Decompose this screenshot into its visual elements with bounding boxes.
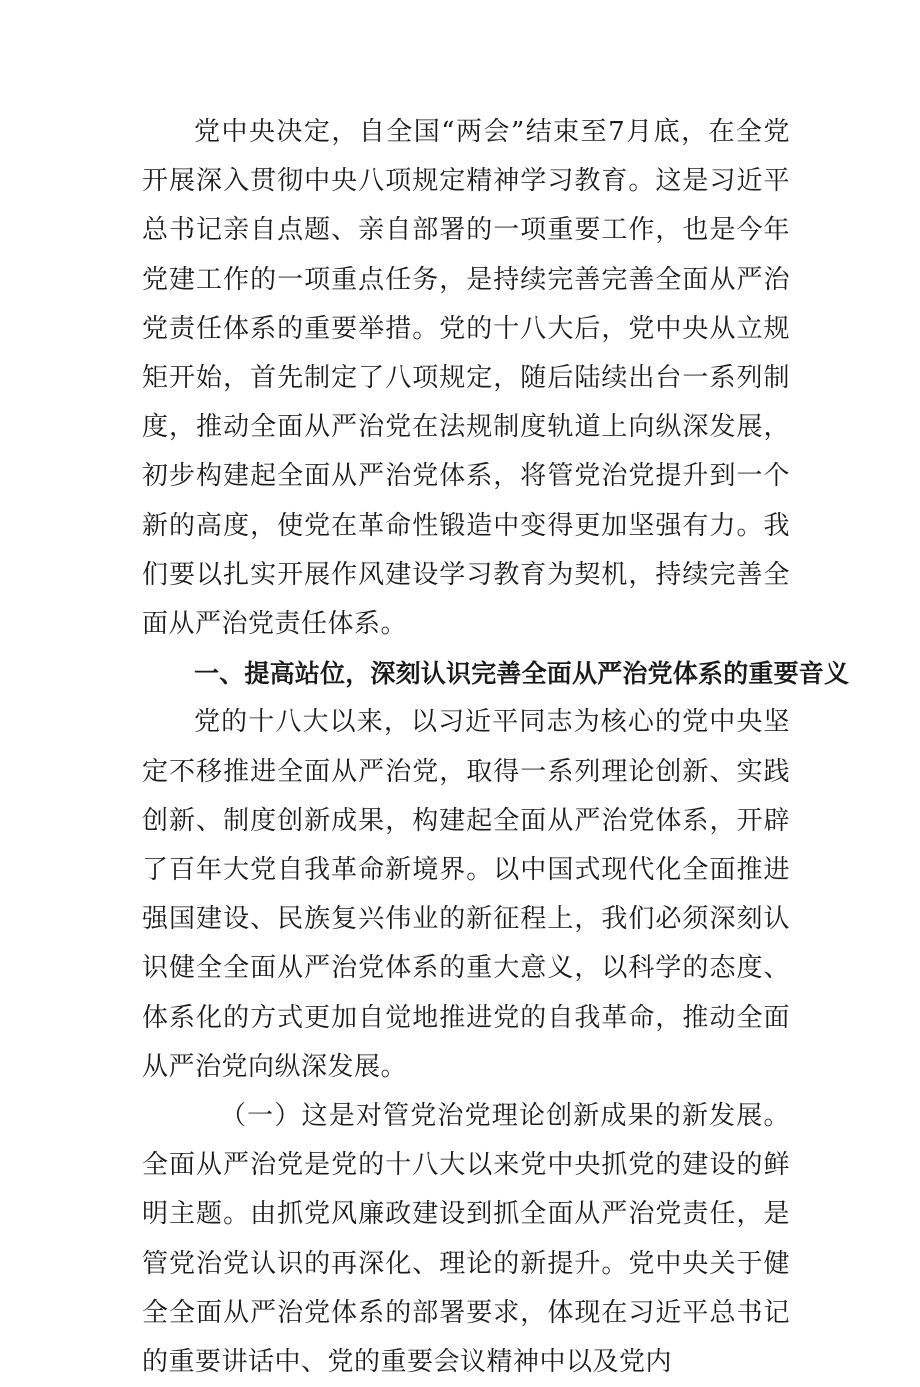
intro-paragraph: 党中央决定，自全国“两会”结束至7月底，在全党开展深入贯彻中央八项规定精神学习教育。这是习近平总书记亲自点题、亲自部署的一项重要工作，也是今年党建工作的一项重点任务，是持续完善完善全面从严治党责任体系的重要举措。党的十八大后，党中央从立规矩开始，首先制定了八项规定，随后陆续出台一系列制度，推动全面从严治党在法规制度轨道上向纵深发展，初步构建起全面从严治党体系，将管党治党提升到一个新的高度，使党在革命性锻造中变得更加坚强有力。我们要以扎实开展作风建设学习教育为契机，持续完善全面从严治党责任体系。 [142, 117, 790, 640]
document-body [142, 108, 850, 1387]
subsection-paragraph: （一）这是对管党治党理论创新成果的新发展。全面从严治党是党的十八大以来党中央抓党的建设的鲜明主题。由抓党风廉政建设到抓全面从严治党责任，是管党治党认识的再深化、理论的新提升。党中央关于健全全面从严治党体系的部署要求，体现在习近平总书记的重要讲话中、党的重要会议精神中以及党内 [142, 1101, 790, 1378]
section-heading: 一、提高站位，深刻认识完善全面从严治党体系的重要音义 [194, 659, 850, 689]
section-paragraph: 党的十八大以来，以习近平同志为核心的党中央坚定不移推进全面从严治党，取得一系列理论创新、实践创新、制度创新成果，构建起全面从严治党体系，开辟了百年大党自我革命新境界。以中国式现代化全面推进强国建设、民族复兴伟业的新征程上，我们必须深刻认识健全全面从严治党体系的重大意义，以科学的态度、体系化的方式更加自觉地推进党的自我革命，推动全面从严治党向纵深发展。 [142, 707, 790, 1082]
